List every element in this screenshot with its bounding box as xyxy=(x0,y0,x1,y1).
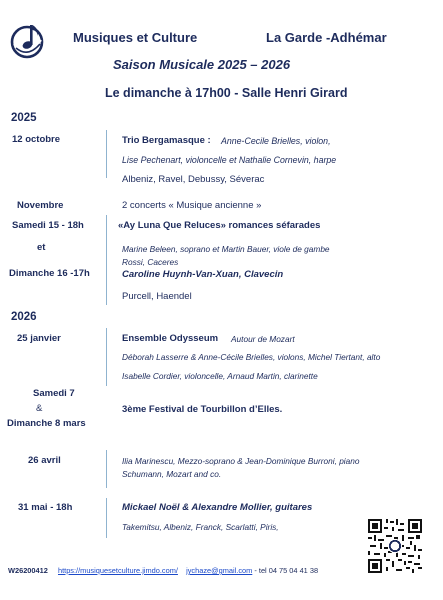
divider-line xyxy=(106,130,107,178)
event-and: et xyxy=(37,242,46,253)
event-subtitle: Autour de Mozart xyxy=(231,334,295,344)
footer xyxy=(8,566,318,575)
music-note-globe-icon xyxy=(10,22,46,60)
event-program: Schumann, Mozart and co. xyxy=(122,469,222,479)
event-title: Trio Bergamasque : xyxy=(122,135,211,146)
event-title: «Ay Luna Que Reluces» romances séfarades xyxy=(118,220,321,231)
email-link[interactable]: jychaze@gmail.com xyxy=(186,566,253,575)
event-performers: Ilia Marinescu, Mezzo-soprano & Jean-Dominique Burroni, piano xyxy=(122,456,360,466)
year-2025-heading: 2025 xyxy=(11,112,37,124)
event-program: Purcell, Haendel xyxy=(122,291,192,302)
event-program: Rossi, Caceres xyxy=(122,257,179,267)
event-month: Novembre xyxy=(17,200,64,211)
event-performers: Lise Pechenart, violoncelle et Nathalie Cornevin, harpe xyxy=(122,155,337,165)
year-2026-heading: 2026 xyxy=(11,311,37,323)
event-performers: Marine Beleen, soprano et Martin Bauer, viole de gambe xyxy=(122,244,330,254)
phone-number: - tel 04 75 04 41 38 xyxy=(254,566,319,575)
event-date: Samedi 7 xyxy=(33,388,75,399)
divider-line xyxy=(106,498,107,538)
event-performers: Anne-Cecile Brielles, violon, xyxy=(221,136,331,146)
town-name: La Garde -Adhémar xyxy=(266,30,387,45)
event-date: 31 mai - 18h xyxy=(18,502,73,513)
divider-line xyxy=(106,215,107,305)
event-date: 25 janvier xyxy=(17,333,61,344)
qr-code-icon[interactable] xyxy=(368,519,422,573)
event-program: Takemitsu, Albeniz, Franck, Scarlatti, Piris, xyxy=(122,522,279,532)
footer-code: W26200412 xyxy=(8,566,48,575)
divider-line xyxy=(106,328,107,386)
event-title: 3ème Festival de Tourbillon d’Elles. xyxy=(122,404,283,415)
event-title: Mickael Noël & Alexandre Mollier, guitares xyxy=(122,502,313,513)
event-date: Dimanche 8 mars xyxy=(7,418,86,429)
season-title: Saison Musicale 2025 – 2026 xyxy=(113,57,291,72)
event-performers: Isabelle Cordier, violoncelle, Arnaud Martin, clarinette xyxy=(122,371,318,381)
event-title: Ensemble Odysseum xyxy=(122,333,219,344)
event-performers: Déborah Lasserre & Anne-Cécile Brielles, violons, Michel Tiertant, alto xyxy=(122,352,381,362)
event-program: Albeniz, Ravel, Debussy, Séverac xyxy=(122,174,265,185)
website-link[interactable]: https://musiquesetculture.jimdo.com/ xyxy=(57,566,178,575)
event-date: Dimanche 16 -17h xyxy=(9,268,90,279)
event-date: Samedi 15 - 18h xyxy=(12,220,84,231)
event-date: 12 octobre xyxy=(12,134,61,145)
event-concerts: 2 concerts « Musique ancienne » xyxy=(122,200,262,211)
event-title: Caroline Huynh-Van-Xuan, Clavecin xyxy=(122,269,284,280)
schedule-line: Le dimanche à 17h00 - Salle Henri Girard xyxy=(105,86,348,100)
event-date: 26 avril xyxy=(28,455,61,466)
divider-line xyxy=(106,450,107,488)
org-name: Musiques et Culture xyxy=(73,30,198,45)
event-and: & xyxy=(36,403,43,414)
